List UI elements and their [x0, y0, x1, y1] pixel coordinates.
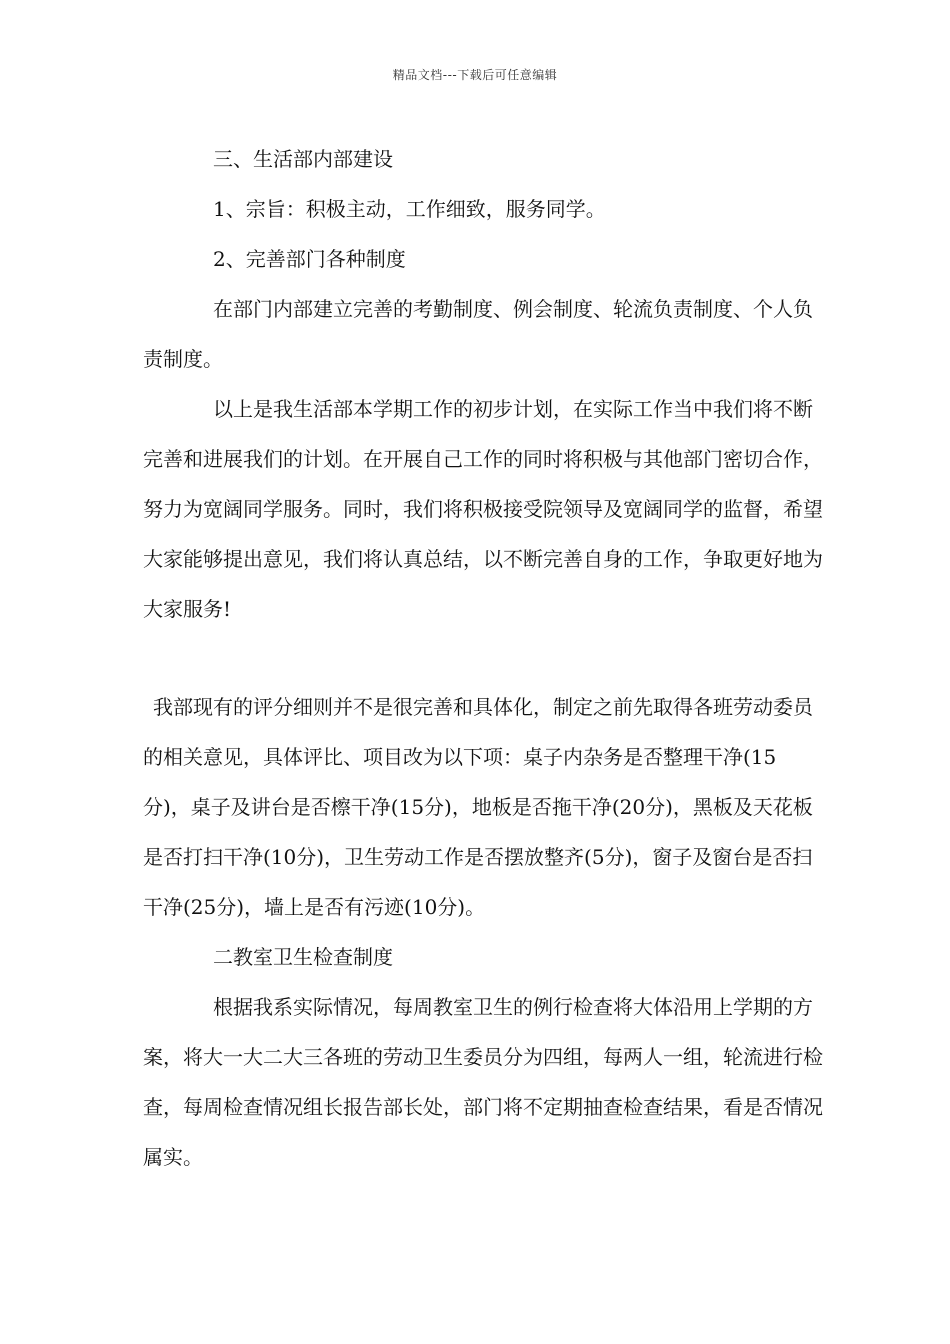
- document-body: [143, 134, 823, 1182]
- section-heading-life-dept: 三、生活部内部建设: [213, 147, 393, 171]
- scoring-rules-paragraph: 我部现有的评分细则并不是很完善和具体化，制定之前先取得各班劳动委员的相关意见，具体评比、项目改为以下项：桌子内杂务是否整理干净(15分)，桌子及讲台是否檫干净(15分)，地板是否拖干净(20分)，黑板及天花板是否打扫干净(10分)，卫生劳动工作是否摆放整齐(5分)，窗子及窗台是否扫干净(25分)，墙上是否有污迹(10分)。: [143, 695, 813, 919]
- system-heading: 2、完善部门各种制度: [213, 247, 406, 271]
- paragraph-gap: [143, 634, 823, 682]
- purpose-line: 1、宗旨：积极主动，工作细致，服务同学。: [213, 197, 606, 221]
- page-header: 精品文档---下载后可任意编辑: [392, 68, 558, 82]
- system-paragraph: 在部门内部建立完善的考勤制度、例会制度、轮流负责制度、个人负责制度。: [143, 297, 813, 371]
- classroom-inspection-paragraph: 根据我系实际情况，每周教室卫生的例行检查将大体沿用上学期的方案，将大一大二大三各班的劳动卫生委员分为四组，每两人一组，轮流进行检查，每周检查情况组长报告部长处，部门将不定期抽查检查结果，看是否情况属实。: [143, 995, 823, 1169]
- classroom-inspection-heading: 二教室卫生检查制度: [213, 945, 393, 969]
- plan-summary-paragraph: 以上是我生活部本学期工作的初步计划，在实际工作当中我们将不断完善和进展我们的计划。在开展自己工作的同时将积极与其他部门密切合作，努力为宽阔同学服务。同时，我们将积极接受院领导及宽阔同学的监督，希望大家能够提出意见，我们将认真总结，以不断完善自身的工作，争取更好地为大家服务!: [143, 397, 823, 621]
